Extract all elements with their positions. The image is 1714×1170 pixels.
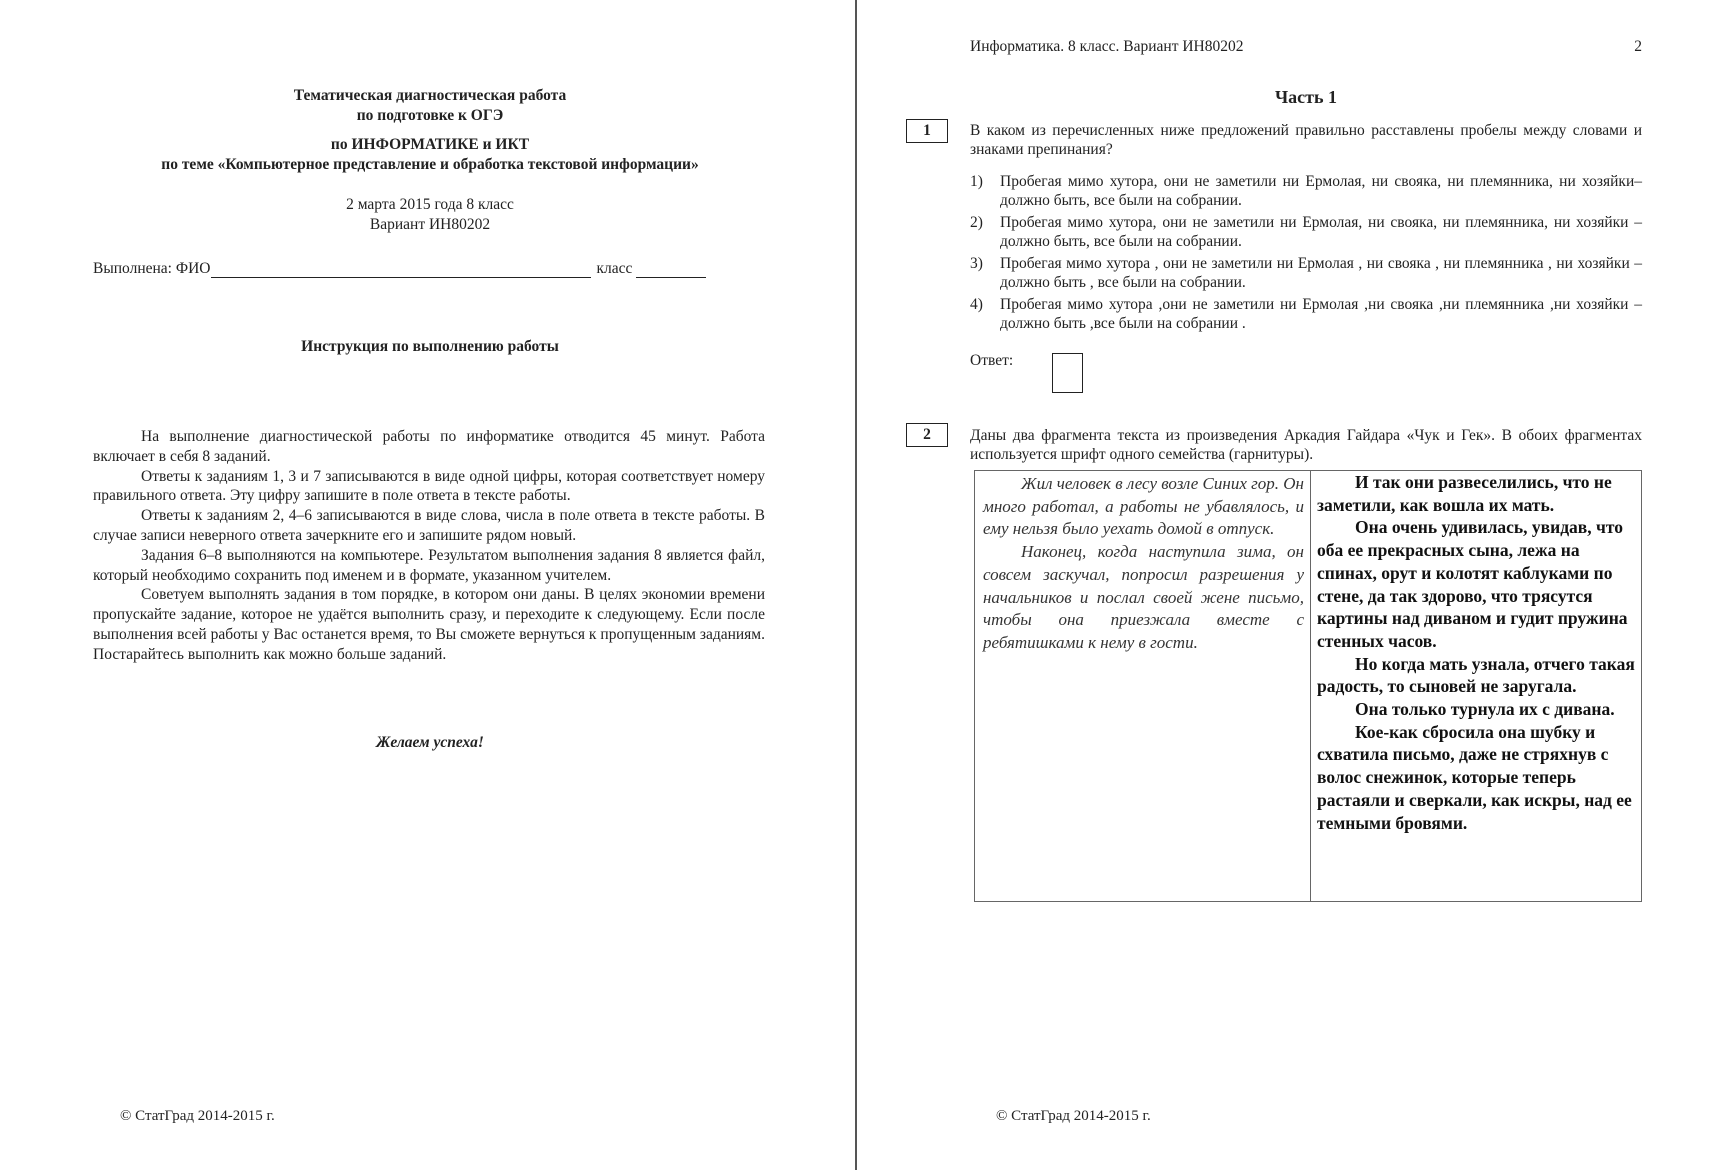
fragment-paragraph: Но когда мать узнала, отчего такая радость, то сыновей не заругала.	[1317, 653, 1635, 697]
subject-line-1: по ИНФОРМАТИКЕ и ИКТ	[330, 136, 530, 153]
copyright-left: © СтатГрад 2014-2015 г.	[120, 1108, 275, 1124]
task-2-question: Даны два фрагмента текста из произведения Аркадия Гайдара «Чук и Гек». В обоих фрагментах используется шрифт одного семейства (гарнитуры).	[970, 427, 1642, 463]
task-2-number: 2	[906, 423, 948, 447]
variant-line: Вариант ИН80202	[369, 216, 491, 233]
fragments-table	[974, 470, 1642, 902]
copyright-right: © СтатГрад 2014-2015 г.	[996, 1108, 1151, 1124]
instructions-title: Инструкция по выполнению работы	[301, 338, 559, 355]
option-item	[970, 254, 1642, 292]
instruction-paragraph: Ответы к заданиям 2, 4–6 записываются в виде слова, числа в поле ответа в тексте работы. В случае записи неверного ответа зачеркните его и запишите рядом новый.	[93, 507, 765, 544]
fragment-paragraph: Жил человек в лесу возле Синих гор. Он много работал, а работы не убавлялось, и ему нельзя было уехать домой в отпуск.	[983, 474, 1304, 539]
subject-title	[90, 135, 770, 175]
subject-line-2: по теме «Компьютерное представление и обработка текстовой информации»	[161, 156, 699, 173]
option-item	[970, 295, 1642, 333]
instruction-paragraph: Ответы к заданиям 1, 3 и 7 записываются в виде одной цифры, которая соответствует номеру правильного ответа. Эту цифру запишите в поле ответа в тексте работы.	[93, 467, 765, 505]
option-text: Пробегая мимо хутора, они не заметили ни Ермолая, ни свояка, ни племянника, ни хозяйки–должно быть, все были на собрании.	[1000, 173, 1642, 209]
option-number: 4)	[970, 296, 983, 313]
page-number: 2	[1634, 38, 1642, 55]
fragment-paragraph: Кое-как сбросила она шубку и схватила письмо, даже не стряхнув с волос снежинок, которые теперь растаяли и сверкали, как искры, над ее темными бровями.	[1317, 721, 1632, 833]
fio-label: Выполнена: ФИО	[93, 260, 211, 277]
date-line: 2 марта 2015 года 8 класс	[346, 196, 514, 213]
fio-field[interactable]	[211, 263, 591, 278]
instruction-paragraph: Советуем выполнять задания в том порядке, в котором они даны. В целях экономии времени пропускайте задание, которое не удаётся выполнить сразу, и переходите к следующему. Если после выполнения всей работы у Вас останется время, то Вы сможете вернуться к пропущенным заданиям. Постарайтесь выполнить как можно больше заданий.	[93, 586, 765, 663]
fragment-right	[1311, 471, 1641, 901]
title-line-1: Тематическая диагностическая работа	[293, 87, 567, 104]
answer-label: Ответ:	[970, 352, 1014, 369]
option-text: Пробегая мимо хутора , они не заметили ни Ермолая , ни свояка , ни племянника , ни хозяйки – должно быть , все были на собрании.	[1000, 255, 1642, 291]
fragment-paragraph: И так они развеселились, что не заметили, как вошла их мать.	[1317, 472, 1612, 515]
work-title	[90, 86, 770, 126]
fio-row	[93, 260, 706, 278]
instructions-body	[93, 427, 765, 665]
class-label: класс	[596, 260, 633, 277]
option-item	[970, 172, 1642, 210]
class-field[interactable]	[636, 263, 706, 278]
page-header	[970, 38, 1642, 56]
part-title: Часть 1	[1274, 87, 1338, 107]
instruction-paragraph: На выполнение диагностической работы по информатике отводится 45 минут. Работа включает в себя 8 заданий.	[93, 428, 765, 465]
option-text: Пробегая мимо хутора ,они не заметили ни Ермолая ,ни свояка ,ни племянника ,ни хозяйки – должно быть ,все были на собрании .	[1000, 296, 1642, 332]
option-item	[970, 213, 1642, 251]
fragment-left	[975, 471, 1311, 901]
answer-box[interactable]	[1052, 353, 1083, 393]
wish-text: Желаем успеха!	[376, 734, 484, 751]
date-variant	[90, 195, 770, 235]
instruction-paragraph: Задания 6–8 выполняются на компьютере. Результатом выполнения задания 8 является файл, который необходимо сохранить под именем и в формате, указанном учителем.	[93, 546, 765, 584]
task-1-question: В каком из перечисленных ниже предложений правильно расставлены пробелы между словами и знаками препинания?	[970, 122, 1642, 158]
option-number: 1)	[970, 173, 983, 190]
fragment-paragraph: Она только турнула их с дивана.	[1355, 699, 1615, 720]
option-number: 2)	[970, 214, 983, 231]
task-1-options	[970, 172, 1642, 336]
header-title: Информатика. 8 класс. Вариант ИН80202	[970, 38, 1244, 55]
fragment-paragraph: Наконец, когда наступила зима, он совсем заскучал, попросил разрешения у начальников и послал своей жене письмо, чтобы она приезжала вместе с ребятишками к нему в гости.	[983, 542, 1304, 652]
fragment-paragraph: Она очень удивилась, увидав, что оба ее прекрасных сына, лежа на спинах, орут и колотят каблуками по стене, да так здорово, что трясутся картины над диваном и гудит пружина стенных часов.	[1317, 517, 1628, 651]
left-page	[0, 0, 855, 1170]
right-page	[858, 0, 1714, 1170]
page-divider	[855, 0, 857, 1170]
task-1-number: 1	[906, 119, 948, 143]
option-number: 3)	[970, 255, 983, 272]
title-line-2: по подготовке к ОГЭ	[356, 107, 504, 124]
option-text: Пробегая мимо хутора, они не заметили ни Ермолая, ни свояка, ни племянника, ни хозяйки – должно быть, все были на собрании.	[1000, 214, 1642, 250]
